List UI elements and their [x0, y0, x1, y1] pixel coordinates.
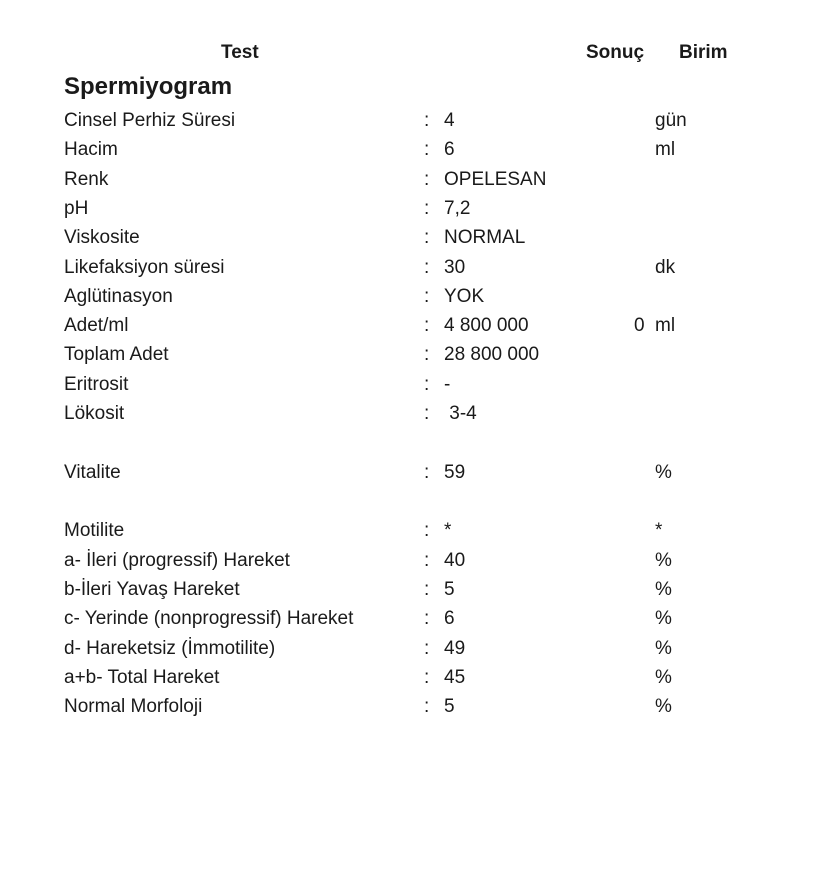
row-unit: %	[655, 550, 672, 571]
table-row	[0, 282, 828, 311]
row-value: 4 800 000	[444, 315, 529, 336]
row-colon: :	[424, 520, 430, 541]
row-label: Motilite	[64, 520, 125, 541]
row-extra: 0	[634, 315, 645, 336]
row-value: 6	[444, 608, 455, 629]
row-unit: %	[655, 608, 672, 629]
row-value: 7,2	[444, 198, 471, 219]
row-colon: :	[424, 169, 430, 190]
row-value: 49	[444, 638, 466, 659]
table-row	[0, 634, 828, 663]
row-label: Adet/ml	[64, 315, 129, 336]
row-value: 4	[444, 110, 455, 131]
table-row	[0, 135, 828, 164]
row-unit: %	[655, 462, 672, 483]
row-colon: :	[424, 638, 430, 659]
row-unit: gün	[655, 110, 687, 131]
table-row	[0, 311, 828, 340]
row-value: NORMAL	[444, 227, 526, 248]
row-unit: ml	[655, 139, 676, 160]
table-row	[0, 604, 828, 633]
row-colon: :	[424, 257, 430, 278]
row-unit: %	[655, 638, 672, 659]
row-label: d- Hareketsiz (İmmotilite)	[64, 638, 276, 659]
column-header-birim: Birim	[679, 42, 728, 63]
row-colon: :	[424, 139, 430, 160]
table-row	[0, 516, 828, 545]
row-colon: :	[424, 403, 430, 424]
table-row	[0, 692, 828, 721]
row-value: 40	[444, 550, 466, 571]
table-row	[0, 106, 828, 135]
row-colon: :	[424, 667, 430, 688]
column-header-sonuc: Sonuç	[586, 42, 645, 63]
row-unit: *	[655, 520, 663, 541]
row-value: -	[444, 374, 451, 395]
row-label: b-İleri Yavaş Hareket	[64, 579, 240, 600]
row-colon: :	[424, 198, 430, 219]
row-label: a+b- Total Hareket	[64, 667, 220, 688]
row-label: Normal Morfoloji	[64, 696, 203, 717]
row-label: Aglütinasyon	[64, 286, 173, 307]
row-label: Viskosite	[64, 227, 140, 248]
table-row	[0, 253, 828, 282]
row-label: pH	[64, 198, 89, 219]
row-label: Toplam Adet	[64, 344, 169, 365]
row-colon: :	[424, 374, 430, 395]
row-value: 3-4	[444, 403, 477, 424]
row-colon: :	[424, 227, 430, 248]
table-row	[0, 575, 828, 604]
table-row	[0, 399, 828, 428]
row-unit: dk	[655, 257, 676, 278]
row-value: 30	[444, 257, 466, 278]
row-unit: %	[655, 667, 672, 688]
row-label: Cinsel Perhiz Süresi	[64, 110, 236, 131]
row-value: 45	[444, 667, 466, 688]
row-unit: %	[655, 696, 672, 717]
row-value: 5	[444, 579, 455, 600]
table-row	[0, 223, 828, 252]
row-colon: :	[424, 696, 430, 717]
row-colon: :	[424, 286, 430, 307]
row-value: 5	[444, 696, 455, 717]
row-label: Vitalite	[64, 462, 121, 483]
row-colon: :	[424, 315, 430, 336]
table-row	[0, 663, 828, 692]
row-value: *	[444, 520, 452, 541]
row-value: 59	[444, 462, 466, 483]
row-label: Renk	[64, 169, 109, 190]
table-row	[0, 546, 828, 575]
table-row	[0, 370, 828, 399]
table-row	[0, 165, 828, 194]
section-title: Spermiyogram	[64, 73, 233, 100]
row-unit: %	[655, 579, 672, 600]
row-value: 6	[444, 139, 455, 160]
row-value: OPELESAN	[444, 169, 547, 190]
row-colon: :	[424, 579, 430, 600]
row-value: YOK	[444, 286, 485, 307]
row-colon: :	[424, 550, 430, 571]
row-label: Eritrosit	[64, 374, 129, 395]
row-colon: :	[424, 608, 430, 629]
table-row	[0, 458, 828, 487]
table-row	[0, 340, 828, 369]
row-label: Lökosit	[64, 403, 125, 424]
row-label: Likefaksiyon süresi	[64, 257, 225, 278]
row-unit: ml	[655, 315, 676, 336]
row-label: c- Yerinde (nonprogressif) Hareket	[64, 608, 354, 629]
row-label: a- İleri (progressif) Hareket	[64, 550, 290, 571]
table-row	[0, 194, 828, 223]
row-colon: :	[424, 110, 430, 131]
row-value: 28 800 000	[444, 344, 540, 365]
row-label: Hacim	[64, 139, 118, 160]
row-colon: :	[424, 462, 430, 483]
column-header-test: Test	[221, 42, 259, 63]
row-colon: :	[424, 344, 430, 365]
